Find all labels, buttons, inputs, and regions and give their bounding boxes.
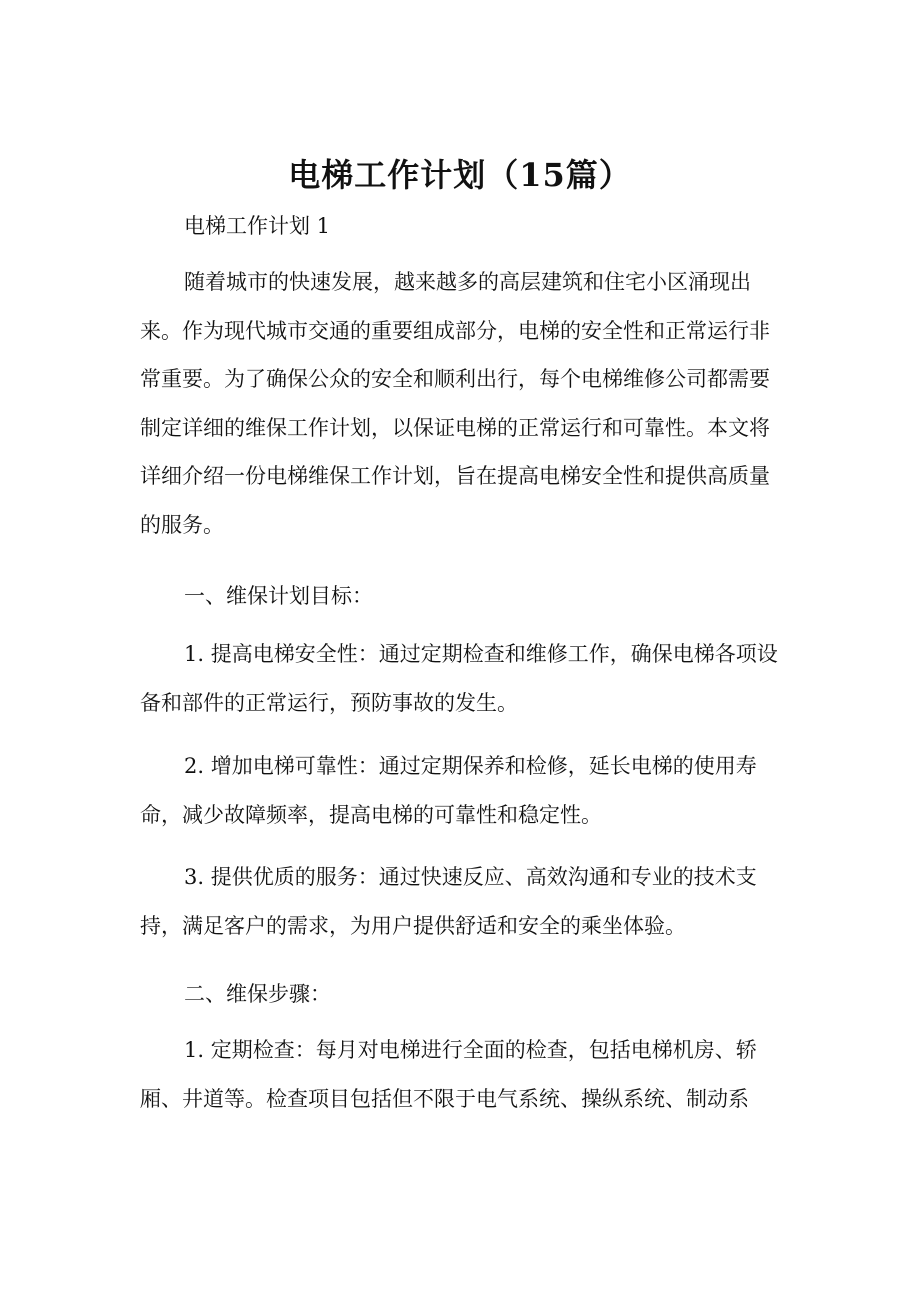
goal-item-2: 2. 增加电梯可靠性：通过定期保养和检修，延长电梯的使用寿命，减少故障频率，提高电梯的可靠性和稳定性。 [140,754,757,827]
section-subtitle: 电梯工作计划 1 [184,214,331,238]
goal-item-3: 3. 提供优质的服务：通过快速反应、高效沟通和专业的技术支持，满足客户的需求，为用户提供舒适和安全的乘坐体验。 [140,865,757,938]
section1-heading: 一、维保计划目标： [184,584,373,608]
goal-item-1: 1. 提高电梯安全性：通过定期检查和维修工作，确保电梯各项设备和部件的正常运行，预防事故的发生。 [140,642,778,715]
intro-paragraph: 随着城市的快速发展，越来越多的高层建筑和住宅小区涌现出来。作为现代城市交通的重要组成部分，电梯的安全性和正常运行非常重要。为了确保公众的安全和顺利出行，每个电梯维修公司都需要制定详细的维保工作计划，以保证电梯的正常运行和可靠性。本文将详细介绍一份电梯维保工作计划，旨在提高电梯安全性和提供高质量的服务。 [140,270,770,537]
section2-heading: 二、维保步骤： [184,982,331,1006]
document-title: 电梯工作计划（15篇） [288,156,632,194]
step-item-1: 1. 定期检查：每月对电梯进行全面的检查，包括电梯机房、轿厢、井道等。检查项目包括但不限于电气系统、操纵系统、制动系 [140,1038,757,1111]
